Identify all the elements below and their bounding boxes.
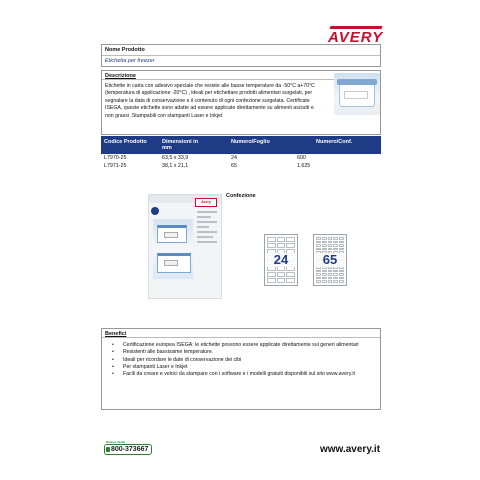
- label-cell: [322, 280, 327, 283]
- label-cell: [267, 278, 276, 283]
- label-cell: [277, 237, 286, 242]
- label-cell: [333, 270, 338, 273]
- benefit-item: • Facili da creare e veloci da stampare con i software e i modelli gratuiti disponibili sul sito www.avery.it: [112, 371, 374, 378]
- label-cell: [339, 241, 344, 244]
- label-cell: [267, 243, 276, 248]
- package-badge-icon: [151, 207, 159, 215]
- label-cell: [286, 278, 295, 283]
- cell-dim: 38,1 x 21,1: [162, 163, 189, 169]
- benefits-list: [112, 342, 374, 378]
- phone-number-text: 800-373667: [111, 446, 149, 453]
- phone-caption: Numero Verde: [106, 440, 125, 444]
- label-cell: [316, 241, 321, 244]
- sheet-count: 24: [265, 253, 297, 267]
- label-cell: [339, 237, 344, 240]
- label-cell: [333, 244, 338, 247]
- label-cell: [328, 248, 333, 251]
- benefit-item: • Certificazione europea ISEGA: le etichette possono essere applicate direttamente sui generi alimentari: [112, 342, 374, 349]
- label-cell: [316, 237, 321, 240]
- label-cell: [322, 270, 327, 273]
- label-cell: [316, 248, 321, 251]
- description-box: [101, 70, 381, 135]
- benefit-item: • Per stampanti Laser e Inkjet: [112, 364, 374, 371]
- label-cell: [322, 273, 327, 276]
- label-cell: [339, 244, 344, 247]
- freezer-bag-icon: [157, 225, 187, 243]
- toll-free-badge: [104, 440, 152, 456]
- description-title: Descrizione: [102, 71, 380, 80]
- label-cell: [277, 266, 286, 271]
- header-numero-conf: Numero/Conf.: [316, 139, 353, 145]
- cell-per-sheet: 65: [231, 163, 237, 169]
- label-cell: [322, 248, 327, 251]
- label-cell: [328, 237, 333, 240]
- label-cell: [316, 280, 321, 283]
- label-cell: [267, 272, 276, 277]
- table-header: [101, 136, 381, 154]
- label-cell: [339, 248, 344, 251]
- freezer-bag-icon: [157, 253, 191, 273]
- header-codice: Codice Prodotto: [104, 139, 147, 145]
- label-cell: [333, 241, 338, 244]
- label-cell: [328, 244, 333, 247]
- package-image: [148, 194, 222, 299]
- label-cell: [339, 280, 344, 283]
- cell-per-pack: 1.625: [297, 163, 311, 169]
- label-cell: [322, 241, 327, 244]
- cell-code: L7971-25: [104, 163, 127, 169]
- label-cell: [286, 243, 295, 248]
- label-cell: [286, 237, 295, 242]
- label-cell: [333, 248, 338, 251]
- cell-code: L7970-25: [104, 155, 127, 161]
- label-sheet-24: [264, 234, 298, 286]
- package-brand: Avery: [195, 198, 217, 207]
- benefits-box: [101, 328, 381, 410]
- benefits-title: Benefici: [102, 329, 380, 338]
- label-cell: [286, 266, 295, 271]
- label-cell: [328, 241, 333, 244]
- description-text: Etichette in carta con adesivo speciale che resiste alle basse temperature da -50°C a+70°C (temperatura di applicazione -20°C) , ideali per etichettare prodotti alimentari surgelati, per segnalare la data di conservazione e il contenuto di ogni confezione surgelata. Certificate ISEGA, queste etichette sono adatte ad essere applicate direttamente su alimenti asciutti e non grassi .Stampabili con stampanti Laser e Inkjet: [105, 83, 315, 119]
- container-lid: [337, 79, 377, 85]
- table-row: [101, 154, 381, 162]
- packaging-label: Confezione: [226, 193, 256, 199]
- label-cell: [333, 237, 338, 240]
- header-numero-foglio: Numero/Foglio: [231, 139, 270, 145]
- benefit-item: • Resistenti alle bassissime temperature.: [112, 349, 374, 356]
- label-cell: [267, 266, 276, 271]
- phone-icon: [106, 447, 110, 452]
- sheet-count: 65: [314, 253, 346, 267]
- label-sheet-65: [313, 234, 347, 286]
- table-row: [101, 162, 381, 170]
- header-dimensioni: Dimensioni in mm: [162, 139, 199, 151]
- label-cell: [316, 270, 321, 273]
- label-cell: [339, 277, 344, 280]
- product-name-value: Etichetta per freezer: [105, 58, 155, 64]
- package-text-lines: [197, 211, 217, 261]
- phone-number: [104, 444, 152, 455]
- label-cell: [333, 277, 338, 280]
- label-cell: [322, 244, 327, 247]
- website-link[interactable]: www.avery.it: [320, 444, 381, 455]
- label-cell: [322, 277, 327, 280]
- label-cell: [277, 278, 286, 283]
- container-label: [344, 91, 368, 99]
- label-cell: [328, 280, 333, 283]
- freezer-container-image: [334, 73, 380, 115]
- label-cell: [316, 273, 321, 276]
- label-cell: [339, 270, 344, 273]
- label-cell: [267, 237, 276, 242]
- label-cell: [328, 273, 333, 276]
- label-cell: [328, 277, 333, 280]
- cell-dim: 63,5 x 33,9: [162, 155, 189, 161]
- product-table: [101, 136, 381, 170]
- label-cell: [316, 277, 321, 280]
- label-cell: [277, 243, 286, 248]
- product-name-box: [101, 44, 381, 67]
- label-cell: [286, 272, 295, 277]
- label-cell: [277, 272, 286, 277]
- avery-logo: [326, 24, 384, 44]
- product-name-label: Nome Prodotto: [102, 45, 380, 56]
- benefit-item: • Ideali per ricordare le date di conservazione dei cibi: [112, 357, 374, 364]
- label-cell: [328, 270, 333, 273]
- logo-text: AVERY: [328, 29, 384, 46]
- label-cell: [333, 273, 338, 276]
- cell-per-pack: 600: [297, 155, 306, 161]
- label-cell: [333, 280, 338, 283]
- label-cell: [322, 237, 327, 240]
- label-cell: [316, 244, 321, 247]
- label-cell: [339, 273, 344, 276]
- cell-per-sheet: 24: [231, 155, 237, 161]
